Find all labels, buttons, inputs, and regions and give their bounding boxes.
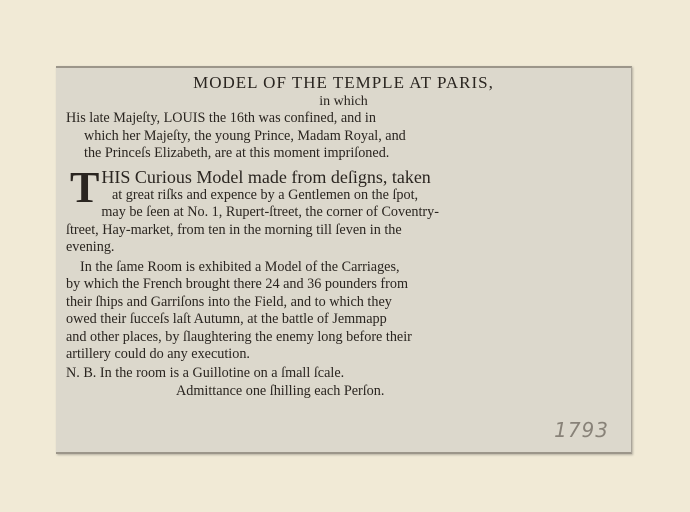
main-paragraph-line: may be ſeen at No. 1, Rupert-ſtreet, the corner of Coventry- xyxy=(101,204,439,220)
carriages-line: and other places, by ſlaughtering the enemy long before their xyxy=(66,328,412,345)
main-paragraph-line: ſtreet, Hay-market, from ten in the morning till ſeven in the xyxy=(66,221,402,238)
main-paragraph-line: evening. xyxy=(66,239,115,255)
main-paragraph-first-line: HIS Curious Model made from deſigns, taken xyxy=(101,166,431,187)
intro-line: the Princeſs Elizabeth, are at this moment impriſoned. xyxy=(84,145,390,161)
carriages-line: by which the French brought there 24 and 36 pounders from xyxy=(66,276,408,292)
subheadline: in which xyxy=(319,94,368,109)
carriages-line: In the ſame Room is exhibited a Model of the Carriages, xyxy=(80,258,400,275)
nota-bene: N. B. In the room is a Guillotine on a ſmall ſcale. xyxy=(66,364,345,381)
newspaper-clipping xyxy=(56,66,632,454)
carriages-paragraph xyxy=(66,259,621,364)
main-paragraph xyxy=(66,162,621,257)
handwritten-year: 1793 xyxy=(554,418,609,442)
admittance-line: Admittance one ſhilling each Perſon. xyxy=(176,382,385,399)
intro-line: His late Majeſty, LOUIS the 16th was confined, and in xyxy=(66,110,376,126)
carriages-line: artillery could do any execution. xyxy=(66,346,250,362)
intro-paragraph xyxy=(66,110,621,163)
advertisement-text xyxy=(66,73,621,400)
intro-line: which her Majeſty, the young Prince, Madam Royal, and xyxy=(84,127,406,144)
carriages-line: owed their ſucceſs laſt Autumn, at the battle of Jemmapp xyxy=(66,311,387,327)
headline: MODEL OF THE TEMPLE AT PARIS, xyxy=(193,73,494,92)
drop-capital: T xyxy=(70,162,100,212)
main-paragraph-line: at great riſks and expence by a Gentlemen on the ſpot, xyxy=(112,186,419,203)
carriages-line: their ſhips and Garriſons into the Field, and to which they xyxy=(66,293,392,310)
